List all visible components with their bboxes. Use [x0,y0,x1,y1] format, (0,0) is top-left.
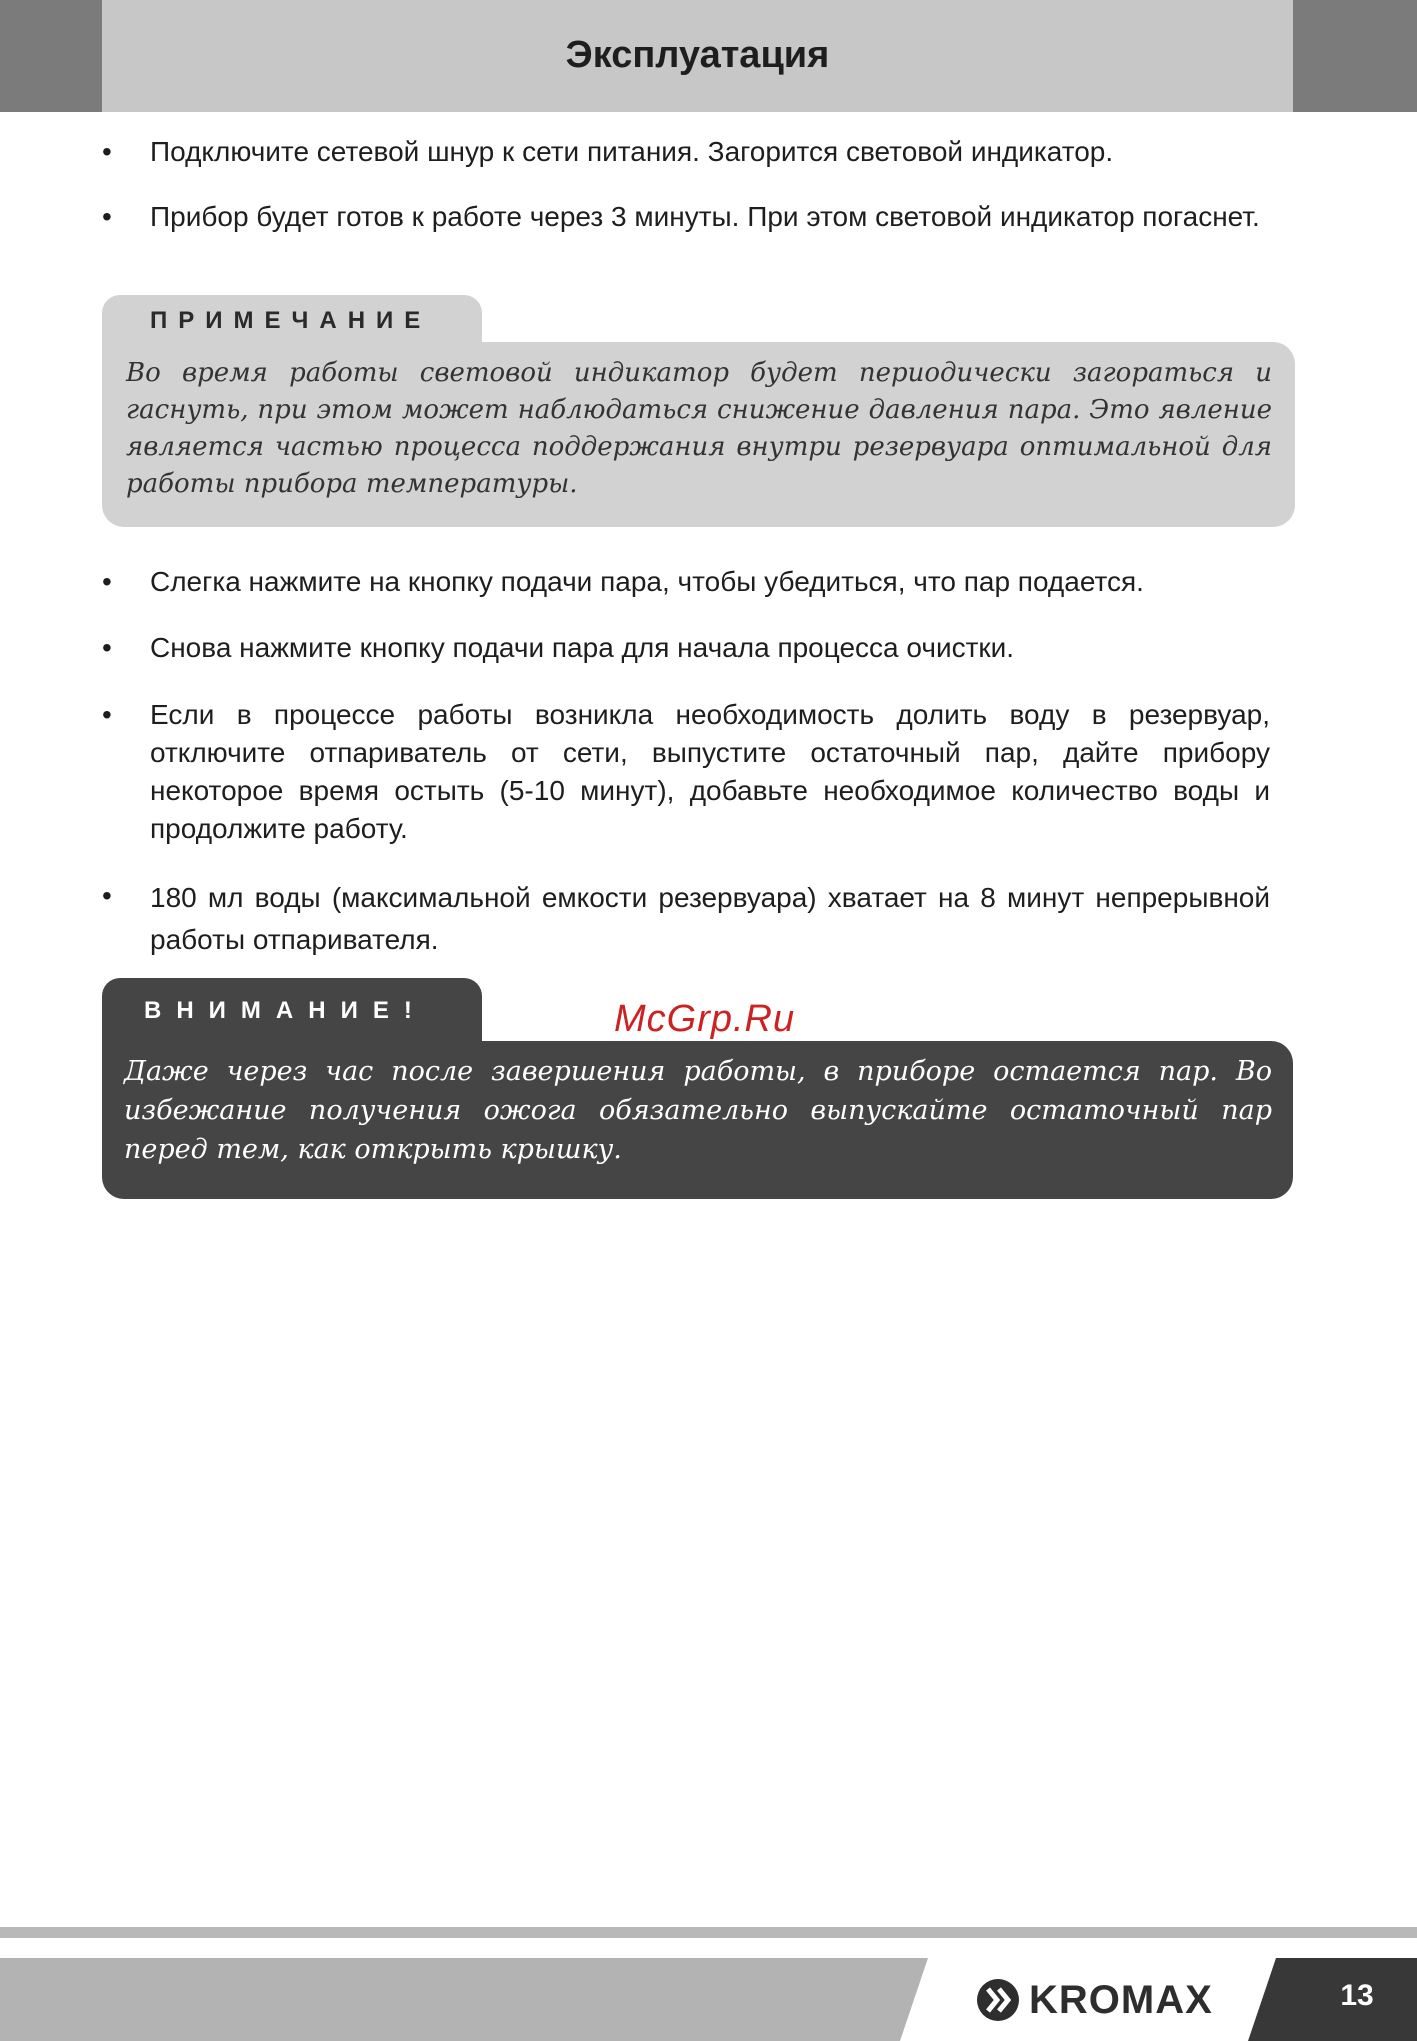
list-item-text: 180 мл воды (максимальной емкости резервуара) хватает на 8 минут непрерывной работы отпаривателя. [150,882,1270,955]
list-item [102,629,1270,667]
list-item-text: Снова нажмите кнопку подачи пара для начала процесса очистки. [150,632,1015,663]
note-label: ПРИМЕЧАНИЕ [150,307,432,334]
list-item-text: Прибор будет готов к работе через 3 минуты. При этом световой индикатор погаснет. [150,201,1260,232]
page-number: 13 [1340,1979,1374,2012]
page-title: Эксплуатация [565,34,830,76]
footer-line [0,1927,1417,1938]
list-item [102,696,1270,848]
watermark: McGrp.Ru [614,998,796,1040]
note-text: Во время работы световой индикатор будет периодически загораться и гаснуть, при этом может наблюдаться снижение давления пара. Это явление является частью процесса поддержания внутри резервуара оптимальной для работы прибора температуры. [126,358,1272,499]
bullet-marker: • [102,136,112,167]
brand-name: KROMAX [1029,1977,1213,2022]
list-item-text: Подключите сетевой шнур к сети питания. Загорится световой индикатор. [150,136,1114,167]
list-item-text: Если в процессе работы возникла необходимость долить воду в резервуар, отключите отпариватель от сети, выпустите остаточный пар, дайте прибору некоторое время остыть (5-10 минут), добавьте необходимое количество воды и продолжите работу. [150,699,1270,844]
header-right-block [1293,0,1417,112]
header-left-block [0,0,102,112]
warning-label: ВНИМАНИЕ! [144,997,427,1024]
list-item-text: Слегка нажмите на кнопку подачи пара, чтобы убедиться, что пар подается. [150,566,1144,597]
bullet-marker: • [102,632,112,663]
list-item [102,563,1270,601]
list-item [102,877,1270,961]
bullet-marker: • [102,880,112,911]
footer-slope-left [900,1958,928,2041]
list-item [102,198,1270,236]
brand-logo [975,1975,1213,2025]
warning-text: Даже через час после завершения работы, в приборе остается пар. Во избежание получения ожога обязательно выпускайте остаточный пар перед тем, как открыть крышку. [124,1056,1272,1165]
bullet-marker: • [102,566,112,597]
list-item [102,133,1270,171]
bullet-marker: • [102,201,112,232]
kromax-logo-icon [975,1977,1021,2023]
footer-slope-right [1248,1958,1276,2041]
bullet-marker: • [102,699,112,730]
